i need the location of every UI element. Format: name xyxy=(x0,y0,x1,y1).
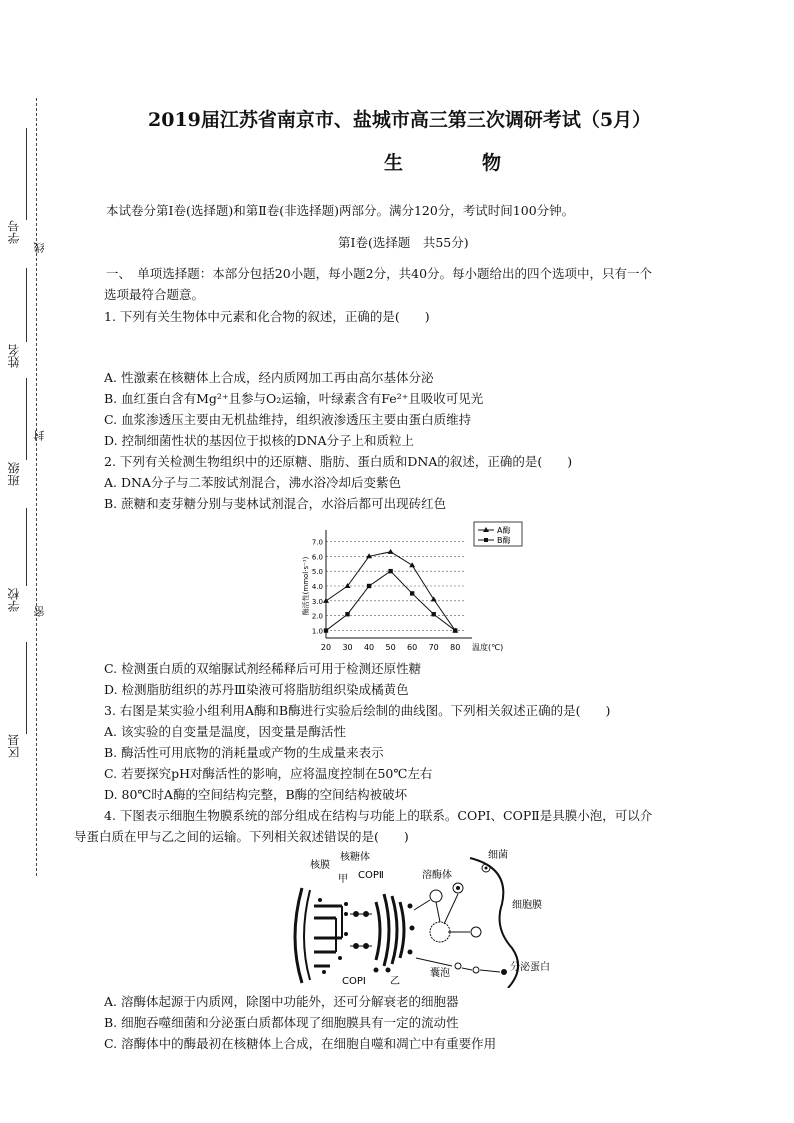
q2-option-d: D. 检测脂肪组织的苏丹Ⅲ染液可将脂肪组织染成橘黄色 xyxy=(104,682,409,697)
legend-label: A酶 xyxy=(497,526,511,535)
school-label: 学校 xyxy=(7,588,21,612)
q1-option-b: B. 血红蛋白含有Mg²⁺且参与O₂运输，叶绿素含有Fe²⁺且吸收可见光 xyxy=(104,391,484,406)
secretion-arrows xyxy=(416,958,500,972)
q3-option-b: B. 酶活性可用底物的消耗量或产物的生成量来表示 xyxy=(104,745,384,760)
class-blank xyxy=(26,378,27,460)
label-copII: COPⅡ xyxy=(358,870,384,881)
nuclear-membrane-outer xyxy=(295,888,302,983)
y-tick-label: 4.0 xyxy=(311,583,323,591)
autophagosome xyxy=(430,922,450,942)
student-id-label: 学号 xyxy=(7,220,21,244)
q1-option-a: A. 性激素在核糖体上合成，经内质网加工再由高尔基体分泌 xyxy=(104,370,434,385)
y-tick-label: 1.0 xyxy=(311,627,323,636)
label-bacteria: 细菌 xyxy=(488,850,508,861)
ribosome-dots xyxy=(318,898,348,974)
nuclear-membrane-inner xyxy=(304,890,310,980)
er-cisterna xyxy=(314,906,342,966)
y-tick-label: 5.0 xyxy=(311,568,323,577)
q1-stem: 1. 下列有关生物体中元素和化合物的叙述，正确的是( ) xyxy=(104,309,430,324)
district-blank xyxy=(26,642,27,734)
er-connection xyxy=(336,906,342,952)
q3-option-a: A. 该实验的自变量是温度，因变量是酶活性 xyxy=(104,724,346,739)
legend-marker xyxy=(484,538,488,542)
point-a-enzyme xyxy=(323,598,329,603)
q3-option-d: D. 80℃时A酶的空间结构完整，B酶的空间结构被破坏 xyxy=(104,787,408,802)
cop-arrows xyxy=(350,914,372,946)
point-b-enzyme xyxy=(453,628,457,632)
x-tick-label: 70 xyxy=(428,643,439,652)
arrow-golgi-lysosome xyxy=(414,900,430,910)
part1-title: 第Ⅰ卷(选择题 共55分) xyxy=(338,235,469,250)
seal-mark-feng: 封 xyxy=(33,430,46,441)
x-tick-label: 20 xyxy=(320,643,332,652)
label-yi: 乙 xyxy=(390,976,400,987)
section1-instruction: 一、 单项选择题：本部分包括20小题，每小题2分，共40分。每小题给出的四个选项中，只有一个 xyxy=(106,266,653,281)
district-label: 区县 xyxy=(7,734,21,758)
label-nuclear-membrane: 核膜 xyxy=(310,860,330,871)
y-tick-label: 6.0 xyxy=(311,553,323,562)
q1-option-c: C. 血浆渗透压主要由无机盐维持，组织液渗透压主要由蛋白质维持 xyxy=(104,412,472,427)
q1-option-d: D. 控制细菌性状的基因位于拟核的DNA分子上和质粒上 xyxy=(104,433,415,448)
q2-option-c: C. 检测蛋白质的双缩脲试剂经稀释后可用于检测还原性糖 xyxy=(104,661,422,676)
point-b-enzyme xyxy=(388,569,392,573)
label-copI: COPⅠ xyxy=(342,976,366,987)
name-blank xyxy=(26,268,27,342)
class-label: 班级 xyxy=(7,462,21,486)
seal-mark-line: 线 xyxy=(33,242,46,253)
q4-stem: 4. 下图表示细胞生物膜系统的部分组成在结构与功能上的联系。COPⅠ、COPⅡ是具膜小泡，可以介 xyxy=(104,808,653,823)
x-tick-label: 60 xyxy=(407,643,418,652)
q4-option-a: A. 溶酶体起源于内质网，除图中功能外，还可分解衰老的细胞器 xyxy=(104,994,459,1009)
name-label: 姓名 xyxy=(7,344,21,368)
lysosome-shape xyxy=(430,890,442,902)
q2-option-a: A. DNA分子与二苯胺试剂混合，沸水浴冷却后变紫色 xyxy=(104,475,401,490)
membrane-system-diagram xyxy=(280,848,570,988)
x-axis-label: 温度(℃) xyxy=(472,643,504,652)
y-tick-label: 3.0 xyxy=(311,597,323,606)
point-b-enzyme xyxy=(410,591,414,595)
label-ribosome: 核糖体 xyxy=(340,852,370,863)
cop-vesicle-dots xyxy=(354,912,369,949)
label-jia: 甲 xyxy=(338,874,348,885)
x-tick-label: 50 xyxy=(385,643,396,652)
student-id-blank xyxy=(26,128,27,220)
enzyme-activity-chart xyxy=(296,520,536,660)
q3-stem: 3. 右图是某实验小组利用A酶和B酶进行实验后绘制的曲线图。下列相关叙述正确的是( ) xyxy=(104,703,611,718)
point-a-enzyme xyxy=(431,596,437,601)
label-lysosome: 溶酶体 xyxy=(422,870,452,881)
q2-stem: 2. 下列有关检测生物组织中的还原糖、脂肪、蛋白质和DNA的叙述，正确的是( ) xyxy=(104,454,573,469)
school-blank xyxy=(26,508,27,586)
label-vesicle: 囊泡 xyxy=(430,968,450,979)
legend-label: B酶 xyxy=(497,536,511,545)
label-cell-membrane: 细胞膜 xyxy=(512,900,542,911)
point-b-enzyme xyxy=(367,584,371,588)
point-a-enzyme xyxy=(388,549,394,554)
golgi-stack xyxy=(376,894,404,966)
q3-option-c: C. 若要探究pH对酶活性的影响，应将温度控制在50℃左右 xyxy=(104,766,433,781)
series-line-a xyxy=(326,552,455,631)
x-tick-label: 40 xyxy=(363,643,375,652)
binding-dashed-line xyxy=(36,98,37,876)
y-axis-label: 酶活性(mmol·s⁻¹) xyxy=(302,556,310,616)
q2-option-b: B. 蔗糖和麦芽糖分别与斐林试剂混合，水浴后都可出现砖红色 xyxy=(104,496,447,511)
exam-title: 2019届江苏省南京市、盐城市高三第三次调研考试（5月） xyxy=(148,109,652,131)
q4-stem-cont: 导蛋白质在甲与乙之间的运输。下列相关叙述错误的是( ) xyxy=(74,829,409,844)
y-tick-label: 2.0 xyxy=(311,612,323,621)
seal-mark-mi: 密 xyxy=(33,606,46,617)
section1-instruction-cont: 选项最符合题意。 xyxy=(104,287,205,302)
subject-title: 生 物 xyxy=(384,152,532,174)
exam-intro: 本试卷分第Ⅰ卷(选择题)和第Ⅱ卷(非选择题)两部分。满分120分，考试时间100分钟。 xyxy=(106,203,575,218)
point-b-enzyme xyxy=(324,628,328,632)
x-tick-label: 80 xyxy=(450,643,461,652)
q4-option-c: C. 溶酶体中的酶最初在核糖体上合成，在细胞自噬和凋亡中有重要作用 xyxy=(104,1036,497,1051)
x-tick-label: 30 xyxy=(342,643,353,652)
y-tick-label: 7.0 xyxy=(311,538,323,547)
q4-option-b: B. 细胞吞噬细菌和分泌蛋白质都体现了细胞膜具有一定的流动性 xyxy=(104,1015,459,1030)
label-secretory-protein: 分泌蛋白 xyxy=(510,962,550,973)
point-b-enzyme xyxy=(345,612,349,616)
point-b-enzyme xyxy=(431,612,435,616)
point-a-enzyme xyxy=(409,562,415,567)
